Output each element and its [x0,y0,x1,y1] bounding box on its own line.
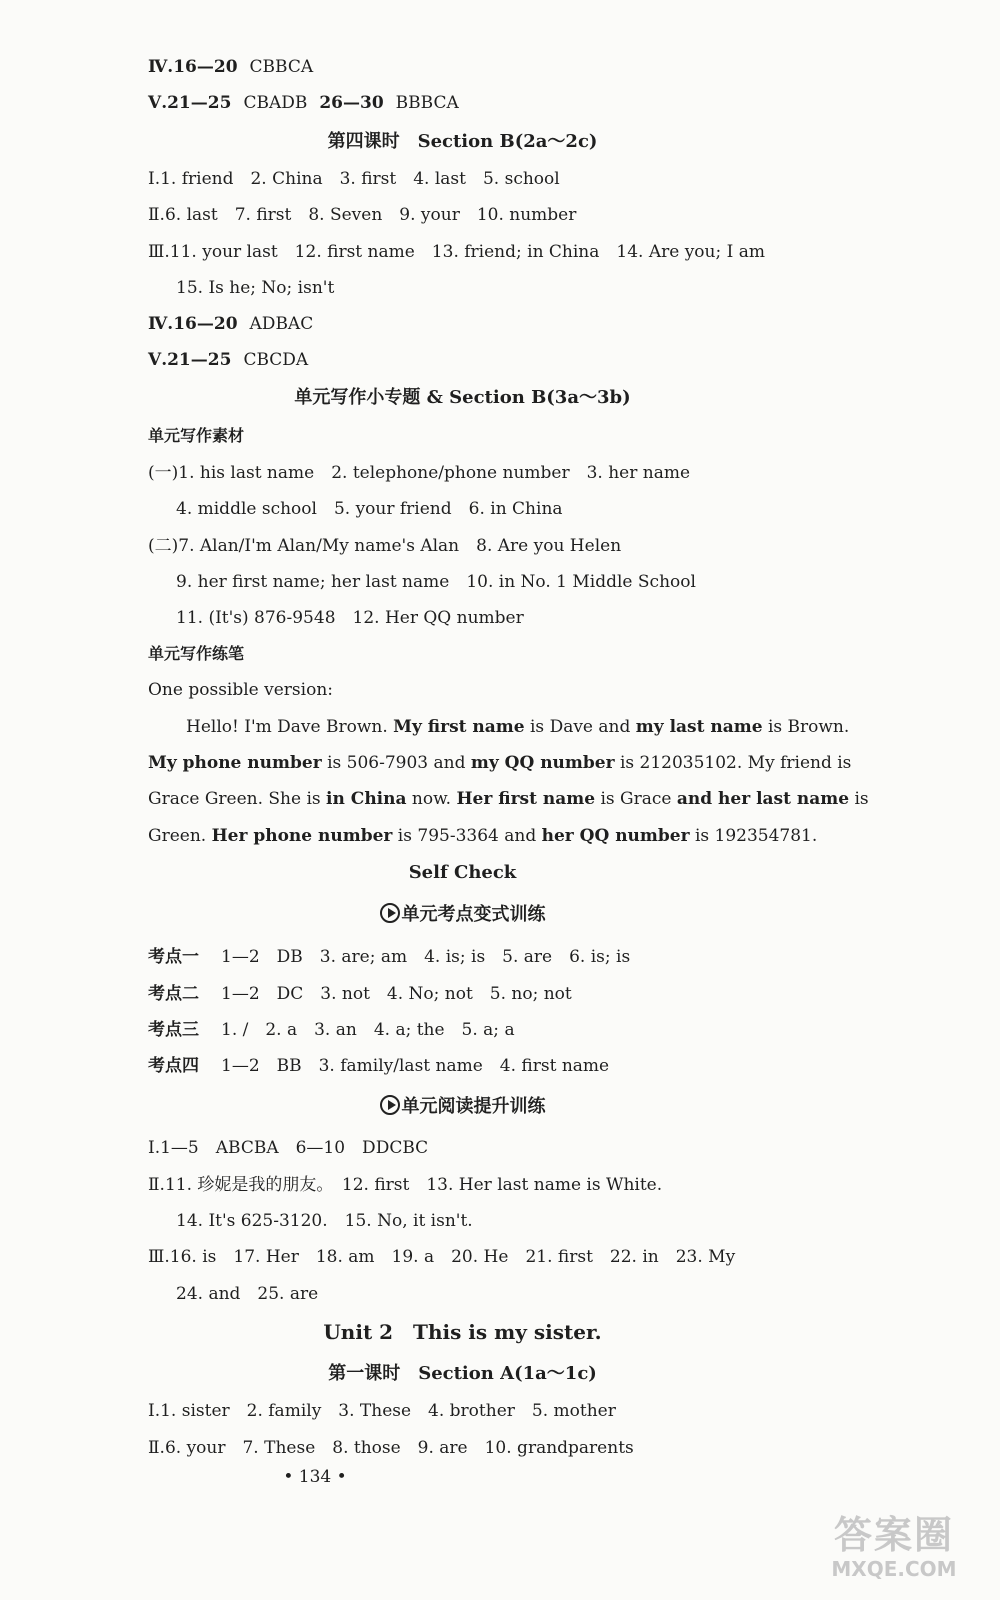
arrow-icon [380,903,400,923]
answer-line: Ⅳ.16—20 ADBAC [148,314,314,334]
answer-line: Ⅰ.1. friend 2. China 3. first 4. last 5. school [148,169,560,189]
writing-heading: 单元写作小专题 & Section B(3a～3b) [294,387,631,408]
sample-paragraph-line: Green. Her phone number is 795-3364 and her QQ number is 192354781. [148,826,818,846]
page-number: • 134 • [283,1467,347,1487]
sample-paragraph-line: Grace Green. She is in China now. Her first name is Grace and her last name is [148,789,869,809]
answer-line: 4. middle school 5. your friend 6. in China [176,499,563,519]
arrow-icon [380,1095,400,1115]
answer-line: Ⅱ.11. 珍妮是我的朋友。 12. first 13. Her last name is White. [148,1175,663,1195]
answer-line: Ⅰ.1—5 ABCBA 6—10 DDCBC [148,1138,429,1158]
answer-line: 考点三 1. / 2. a 3. an 4. a; the 5. a; a [148,1020,515,1040]
answer-line: 9. her first name; her last name 10. in No. 1 Middle School [176,572,696,592]
answer-line: Ⅱ.6. last 7. first 8. Seven 9. your 10. number [148,205,577,225]
sample-paragraph-line: My phone number is 506-7903 and my QQ number is 212035102. My friend is [148,753,852,773]
answer-line: 考点四 1—2 BB 3. family/last name 4. first name [148,1056,610,1076]
answer-line: Ⅰ.1. sister 2. family 3. These 4. brother 5. mother [148,1401,616,1421]
answer-line: 考点二 1—2 DC 3. not 4. No; not 5. no; not [148,984,572,1004]
lesson-heading: 第四课时 Section B(2a～2c) [327,131,598,152]
answer-line: (二)7. Alan/I'm Alan/My name's Alan 8. Are you Helen [148,536,622,556]
answer-line: Ⅴ.21—25 CBCDA [148,350,309,370]
answer-line: Ⅲ.11. your last 12. first name 13. friend; in China 14. Are you; I am [148,242,765,262]
answer-line: 11. (It's) 876-9548 12. Her QQ number [176,608,524,628]
writing-material-label: 单元写作素材 [148,426,245,445]
lesson-heading: 第一课时 Section A(1a～1c) [328,1363,597,1384]
answer-line: Ⅴ.21—25 CBADB 26—30 BBBCA [148,93,459,113]
answer-line: (一)1. his last name 2. telephone/phone number 3. her name [148,463,691,483]
answer-line: 15. Is he; No; isn't [176,278,335,298]
sample-paragraph-line: Hello! I'm Dave Brown. My first name is Dave and my last name is Brown. [186,717,850,737]
self-check-heading: Self Check [408,862,517,883]
answer-line: Ⅲ.16. is 17. Her 18. am 19. a 20. He 21. first 22. in 23. My [148,1247,736,1267]
writing-practice-label: 单元写作练笔 [148,644,245,663]
unit-heading: Unit 2 This is my sister. [323,1320,602,1344]
answer-line: 24. and 25. are [176,1284,319,1304]
section-heading: 单元考点变式训练 [0,903,925,927]
sample-intro: One possible version: [148,680,333,700]
answer-line: 14. It's 625-3120. 15. No, it isn't. [176,1211,473,1231]
section-heading: 单元阅读提升训练 [0,1095,925,1119]
answer-line: 考点一 1—2 DB 3. are; am 4. is; is 5. are 6. is; is [148,947,631,967]
answer-line: Ⅳ.16—20 CBBCA [148,57,314,77]
watermark-logo: 答案圈 MXQE.COM [831,1513,957,1581]
answer-line: Ⅱ.6. your 7. These 8. those 9. are 10. grandparents [148,1438,634,1458]
